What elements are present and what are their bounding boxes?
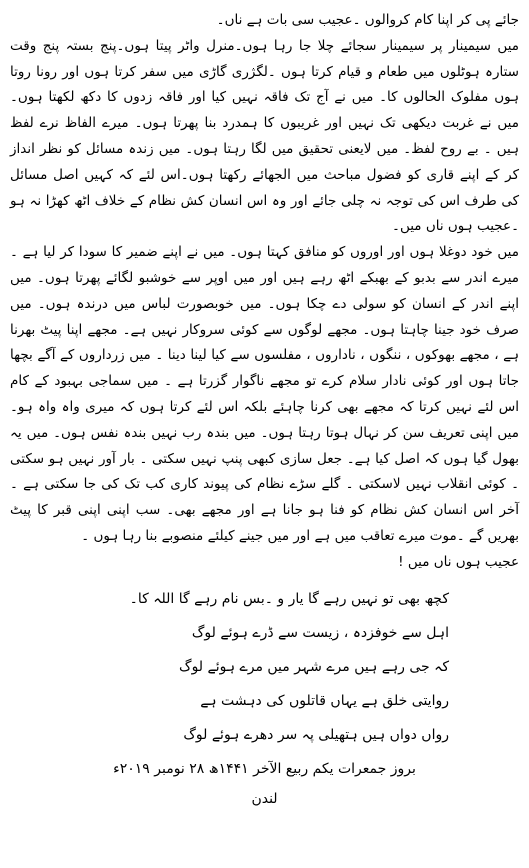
date-line: بروز جمعرات یکم ربیع الآخر ۱۴۴۱ھ ۲۸ نومبر ۲۰۱۹ء (113, 760, 416, 777)
verse-line: روایتی خلق ہے یہاں قاتلوں کی دہشت ہے (200, 692, 449, 709)
verse-line: کہ جی رہے ہیں مرے شہر میں مرے ہوئے لوگ (179, 658, 449, 675)
paragraph-closing-line: عجیب ہوں ناں میں ! (398, 553, 519, 570)
paragraph-hypocrisy: میں خود دوغلا ہوں اور اوروں کو منافق کہتا ہوں۔ میں نے اپنے ضمیر کا سودا کر لیا ہے ۔میرے اندر سے بدبو کے بھبکے اٹھ رہے ہیں اور میں اوپر سے خوشبو لگائے پھرتا ہوں۔ میں اپنے اندر کے انسان کو سولی دے چکا ہوں۔ میں خوبصورت لباس میں درندہ ہوں۔ میں صرف خود جینا چاہتا ہوں۔ مجھے لوگوں سے کوئی سروکار نہیں ہے۔ مجھے اپنا پیٹ بھرنا ہے ، مجھے بھوکوں ، ننگوں ، ناداروں ، مفلسوں سے کیا لینا دینا ۔ میں زرداروں کے آگے بچھا جاتا ہوں اور کوئی نادار سلام کرے تو مجھے ناگوار گزرتا ہے ۔ میں سماجی بہبود کے کام اس لئے نہیں کرتا کہ مجھے بھی کرنا چاہئے بلکہ اس لئے کرتا ہوں کہ میری واہ واہ ہو۔ میں اپنی تعریف سن کر نہال ہوتا رہتا ہوں۔ میں بندہ رب نہیں بندہ نفس ہوں۔ میں یہ بھول گیا ہوں کہ اصل کیا ہے۔ جعل سازی کبھی پنپ نہیں سکتی ۔ بار آور نہیں ہو سکتی ۔ کوئی انقلاب نہیں لاسکتی ۔ گلے سڑے نظام کی پیوند کاری کب تک کی جا سکتی ہے ۔ آخر اس انسان کش نظام کو فنا ہو جانا ہے اور مجھے بھی۔ سب اپنی اپنی قبر کا پیٹ بھریں گے ۔موت میرے تعاقب میں ہے اور میں جینے کیلئے منصوبے بنا رہا ہوں ۔ (10, 244, 519, 544)
paragraph-intro: جائے پی کر اپنا کام کروالوں ۔عجیب سی بات ہے ناں۔ (216, 12, 519, 28)
paragraph-seminar: میں سیمینار پر سیمینار سجائے چلا جا رہا ہوں۔منرل واٹر پیتا ہوں۔پنج بستہ پنج وقت ستارہ ہوٹلوں میں طعام و قیام کرتا ہوں ۔لگژری گاڑی میں سفر کرتا ہوں اور رونا روتا ہوں مفلوک الحالوں کا۔ میں نے آج تک فاقہ نہیں کیا اور فاقہ زدوں کا دکھ لکھتا ہوں۔ میں نے غربت دیکھی تک نہیں اور غریبوں کا ہمدرد بنا پھرتا ہوں۔ میرے الفاظ نرے لفظ ہیں ۔ بے روح لفظ۔ میں لایعنی تحقیق میں لگا رہتا ہوں۔ میں زندہ مسائل کو نظر انداز کر کے اپنے قاری کو فضول مباحث میں الجھائے رکھتا ہوں۔اس لئے کہ کہیں اصل مسائل کی طرف اس کی توجہ نہ چلی جائے اور وہ اس انسان کش نظام کے خلاف اٹھ کھڑا نہ ہو ۔عجیب ہوں ناں میں۔ (10, 37, 519, 235)
verse-line: کچھ بھی تو نہیں رہے گا یار و ۔بس نام رہے گا اللہ کا۔ (129, 590, 449, 607)
place-line: لندن (251, 790, 278, 807)
poetry-block (10, 582, 519, 752)
verse-line: اہل سے خوفزدہ ، زیست سے ڈرے ہوئے لوگ (191, 624, 449, 641)
verse-line: رواں دواں ہیں ہتھیلی پہ سر دھرے ہوئے لوگ (183, 726, 449, 743)
